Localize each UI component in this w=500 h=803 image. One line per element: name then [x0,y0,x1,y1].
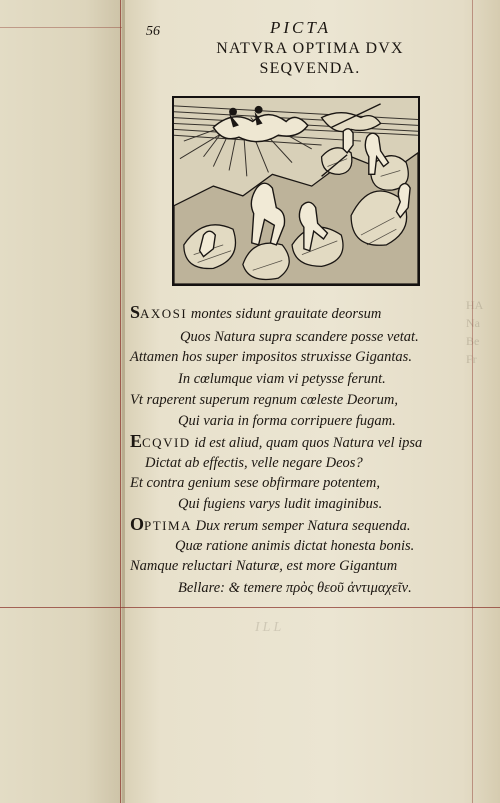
verse-text: Vt raperent superum regnum cœleste Deorum, [130,392,398,408]
verse-line [175,538,414,555]
verse-text: Dux rerum semper Natura sequenda. [191,518,411,534]
small-caps-word: CQVID [142,435,191,450]
offset-print [466,296,483,368]
verse-line [130,475,380,492]
verse-text: Dictat ab effectis, velle negare Deos? [145,455,363,471]
ruled-line [0,607,500,608]
verse-text: montes sidunt grauitate deorsum [187,306,382,322]
verse-line [130,349,412,366]
initial-capital: E [130,431,143,451]
ruled-line [120,0,121,803]
initial-capital: S [130,302,141,322]
verse-line [130,431,422,452]
verse-text: Bellare: & temere πρὸς θεοῦ ἀντιμαχεῖν. [178,580,412,596]
verse-line [145,455,363,472]
verse-line [130,302,381,323]
offset-letter: Fr [466,352,477,366]
ruled-line [472,0,473,803]
facing-page [0,0,122,803]
verse-text: Namque reluctari Naturæ, est more Gigantum [130,558,398,574]
emblem-title-line-2: SEQVENDA. [259,60,361,77]
verse-line [178,371,386,388]
show-through-text: ILL [255,620,285,635]
small-caps-word: PTIMA [144,518,192,533]
emblem-title-line-1: NATVRA OPTIMA DVX [216,40,404,57]
running-head: PICTA [270,18,331,37]
offset-letter: Be [466,334,480,348]
offset-letter: HA [466,298,484,312]
verse-text: Qui fugiens varys ludit imaginibus. [178,496,383,512]
initial-capital: O [130,514,145,534]
verse-line [178,580,412,597]
woodcut-illustration [172,96,420,286]
verse-text: Et contra genium sese obfirmare potentem, [130,475,380,491]
verse-line [178,496,382,513]
page-number: 56 [146,24,160,39]
small-caps-word: AXOSI [140,306,188,321]
verse-text: Attamen hos super impositos struxisse Gigantas. [130,349,412,365]
verse-line [180,329,419,346]
verse-text: Quæ ratione animis dictat honesta bonis. [175,538,415,554]
verse-text: id est aliud, quam quos Natura vel ipsa [190,435,423,451]
ruled-line [0,27,122,28]
offset-letter: Na [466,316,480,330]
verse-line [130,558,397,575]
giants-woodcut-image [174,98,418,284]
verse-line [178,413,396,430]
verse-text: Quos Natura supra scandere posse vetat. [180,329,419,345]
gutter-fold [122,0,125,803]
verse-line [130,514,411,535]
verse-text: In cœlumque viam vi petysse ferunt. [178,371,386,387]
verse-text: Qui varia in forma corripuere fugam. [178,413,396,429]
verse-line [130,392,398,409]
